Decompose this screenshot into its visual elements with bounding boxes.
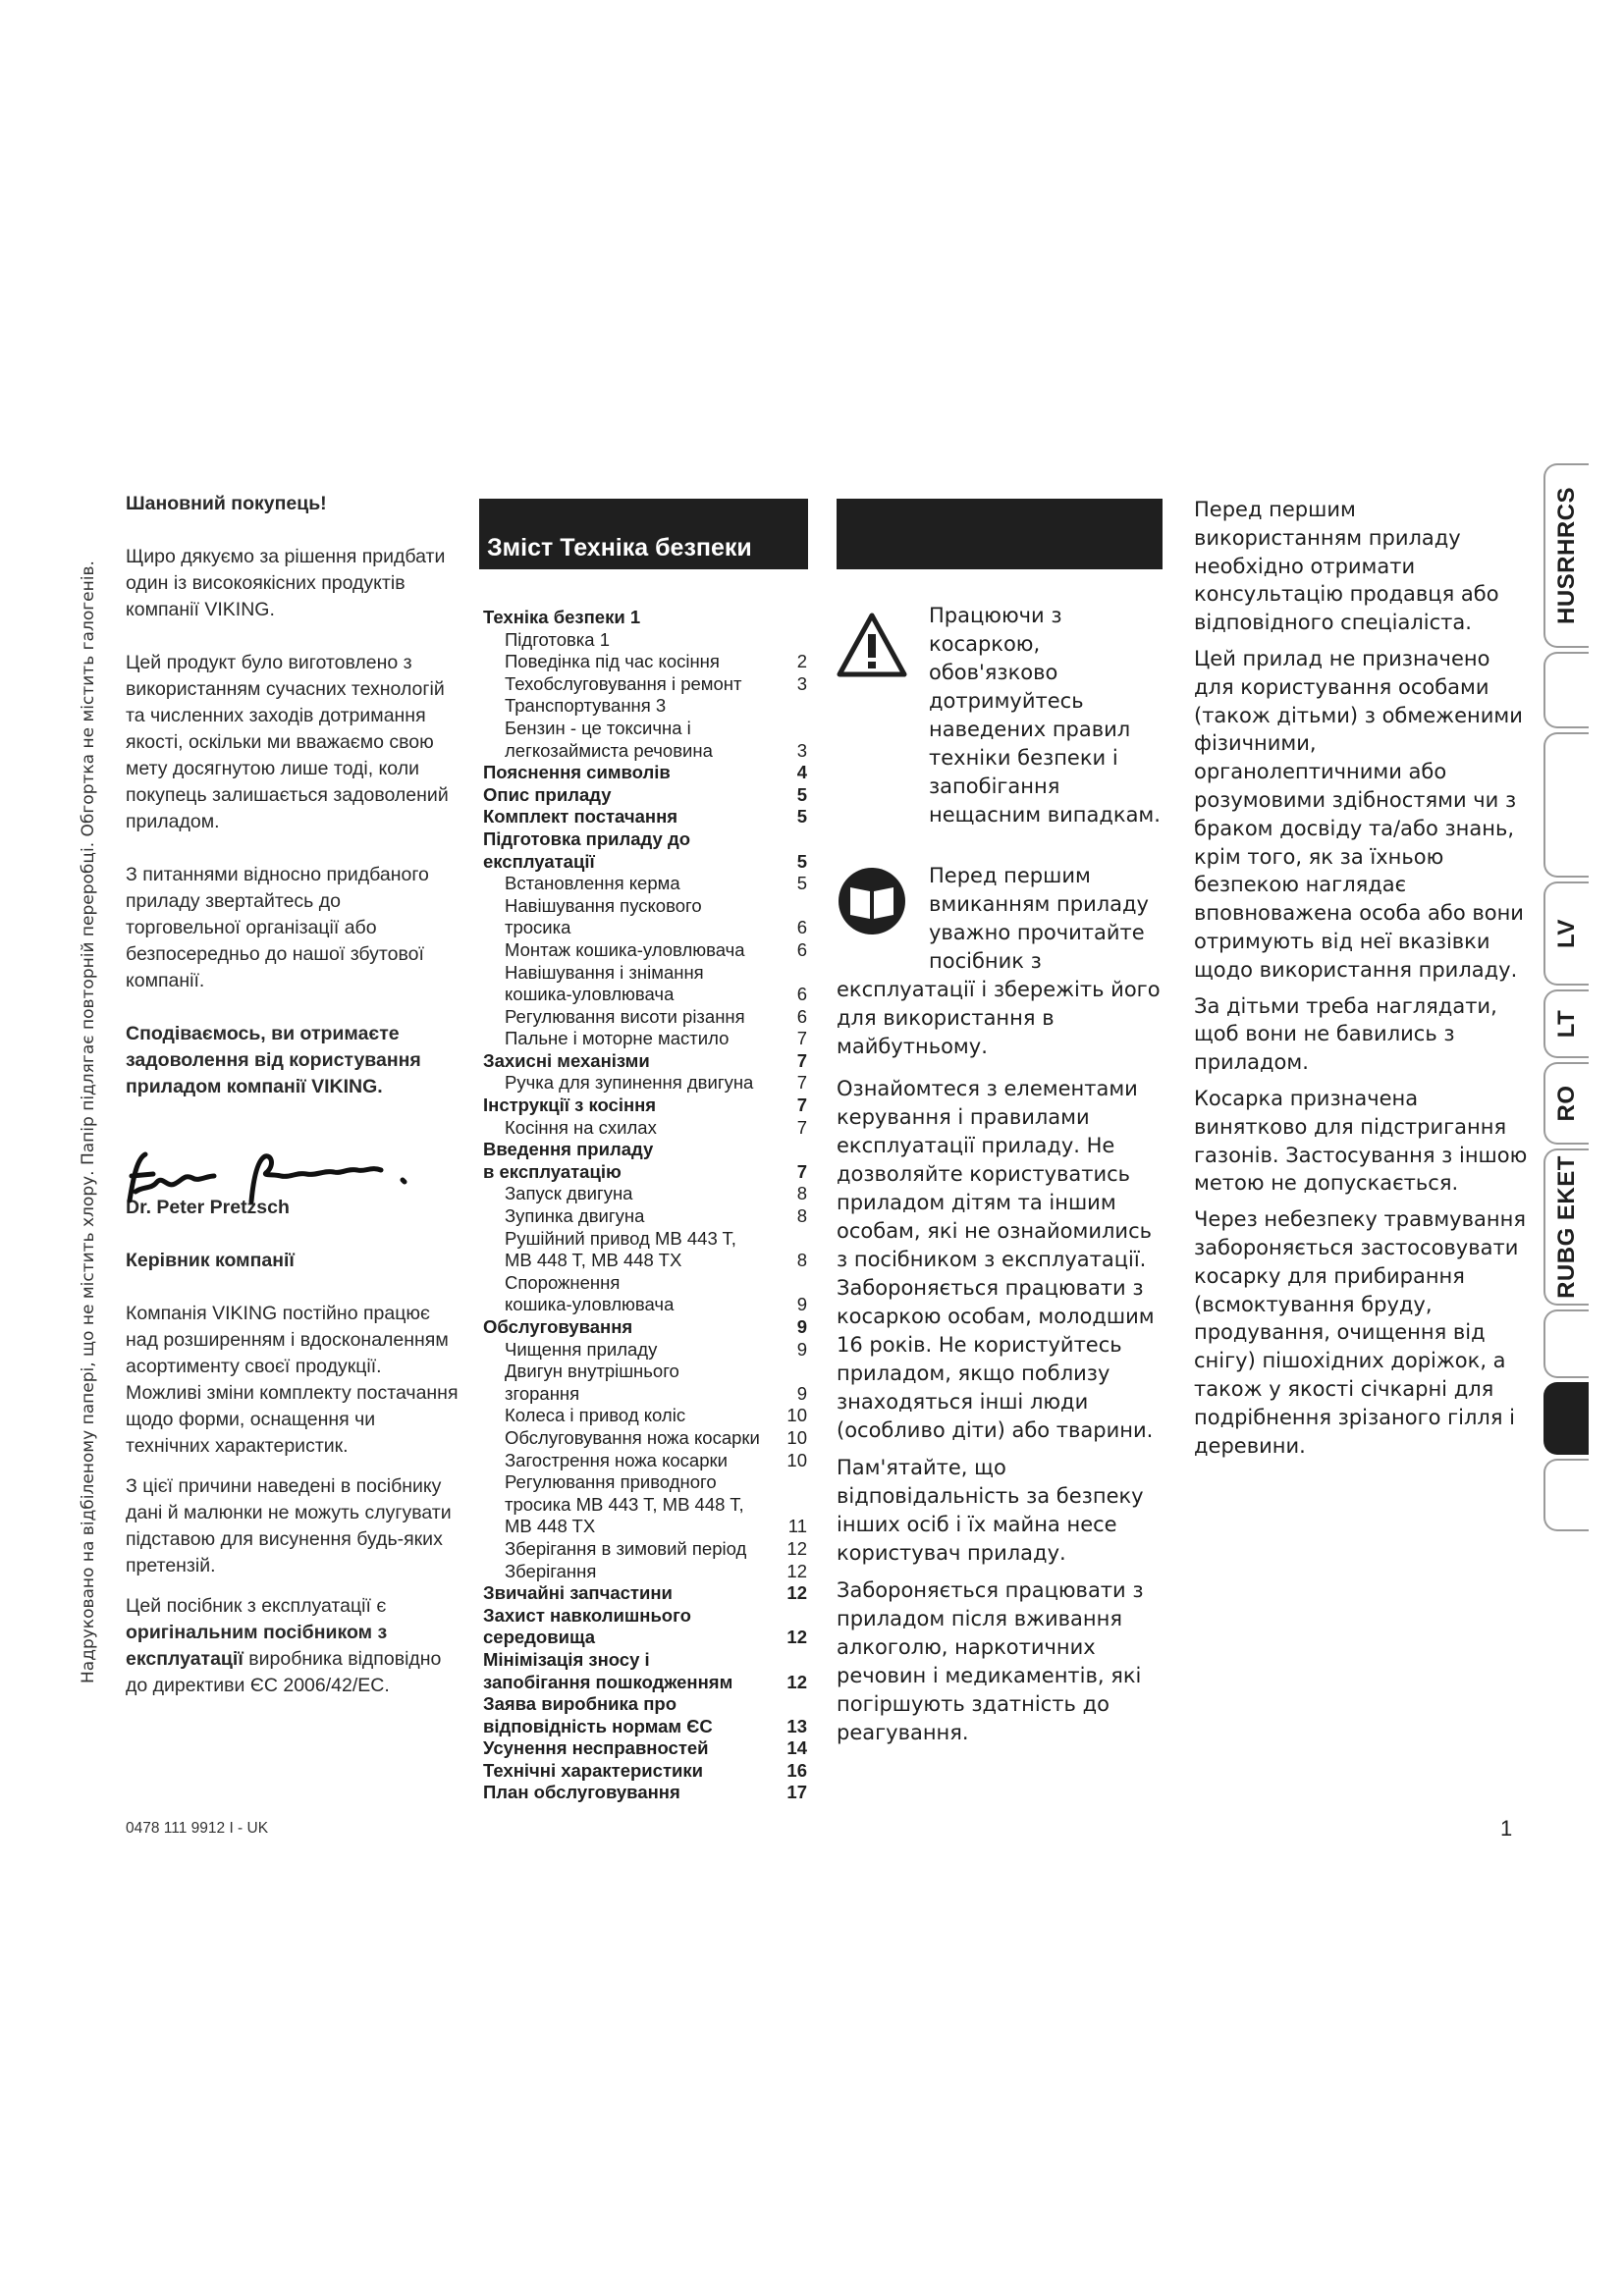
language-tab-lt[interactable] bbox=[1543, 989, 1589, 1058]
safety-paragraph-3: Забороняється працювати з приладом після вживання алкоголю, наркотичних речовин і медикаментів, які погіршують здатність до реагування. bbox=[837, 1578, 1144, 1744]
col4-paragraph-1: Перед першим використанням приладу необхідно отримати консультацію продавця або відповідного спеціаліста. bbox=[1194, 498, 1499, 635]
language-tab-label: RO bbox=[1553, 1085, 1580, 1122]
toc-entry-title: Ручка для зупинення двигуна bbox=[505, 1072, 754, 1094]
toc-entry-page: 5 bbox=[796, 850, 807, 872]
toc-entry-page: 3 bbox=[796, 672, 807, 694]
toc-entry-title: Підготовка 1 bbox=[505, 628, 611, 650]
toc-entry-title: Техніка безпеки 1 bbox=[483, 607, 641, 627]
toc-entry-page: 17 bbox=[786, 1782, 807, 1803]
col4-paragraph-2: Цей прилад не призначено для користування особами (також дітьми) з обмеженими фізичними, органолептичними або розумовими здібностями чи з браком досвіду та/або знань, крім того, як за їхньою безпекою наглядає вповноважена особа або вони отримують від неї вказівки щодо використання приладу. bbox=[1194, 646, 1524, 982]
toc-entry bbox=[483, 984, 807, 1006]
toc-entry-page: 14 bbox=[786, 1737, 807, 1759]
toc-entry-title: Мінімізація зносу і bbox=[483, 1648, 650, 1670]
paper-note: Надруковано на відбіленому папері, що не містить хлору. Папір підлягає повторній переробці. Обгортка не містить галогенів. bbox=[79, 561, 98, 1683]
intro-paragraph-7: Цей посібник з експлуатації є оригінальним посібником з експлуатації виробника відповідно до директиви ЄС 2006/42/ЕС. bbox=[126, 1595, 442, 1696]
toc-entry-page: 7 bbox=[796, 1072, 807, 1094]
signer-name: Dr. Peter Pretzsch bbox=[126, 1197, 290, 1218]
toc-entry-title: тросика MB 443 T, MB 448 T, bbox=[505, 1493, 744, 1515]
toc-entry-title: Чищення приладу bbox=[505, 1338, 658, 1360]
toc-entry bbox=[483, 873, 807, 895]
toc-entry-title: План обслуговування bbox=[483, 1782, 680, 1803]
toc-entry bbox=[483, 1250, 807, 1272]
toc-entry-page: 7 bbox=[796, 1095, 807, 1116]
toc-entry-title: Косіння на схилах bbox=[505, 1116, 657, 1138]
toc-entry-page: 10 bbox=[786, 1449, 807, 1470]
toc-entry bbox=[483, 1095, 807, 1117]
toc-entry bbox=[483, 784, 807, 807]
toc-entry bbox=[483, 1316, 807, 1339]
intro-paragraph-6: З цієї причини наведені в посібнику дані й малюнки не можуть слугувати підставою для висунення будь-яких претензій. bbox=[126, 1475, 452, 1576]
toc-entry-title: Зупинка двигуна bbox=[505, 1205, 645, 1227]
toc-entry bbox=[483, 1627, 807, 1649]
toc-entry-title: експлуатації bbox=[483, 850, 595, 872]
toc-entry-title: Інструкції з косіння bbox=[483, 1095, 657, 1116]
signature bbox=[124, 1147, 458, 1215]
toc-entry-title: Комплект постачання bbox=[483, 806, 678, 828]
toc-entry-title: відповідність нормам ЄС bbox=[483, 1715, 713, 1736]
col4-paragraph-3: За дітьми треба наглядати, щоб вони не бавились з приладом. bbox=[1194, 993, 1497, 1075]
toc-entry-page: 4 bbox=[796, 762, 807, 783]
language-tab-uk-active[interactable] bbox=[1543, 1382, 1589, 1455]
toc-entry bbox=[483, 1782, 807, 1804]
toc-entry-title: кошика-уловлювача bbox=[505, 1294, 675, 1315]
toc-entry bbox=[483, 695, 807, 718]
toc-entry-title: Поведінка під час косіння bbox=[505, 651, 720, 672]
toc-entry bbox=[483, 1693, 807, 1716]
toc-entry bbox=[483, 1760, 807, 1783]
read-manual-icon bbox=[837, 866, 907, 936]
toc-entry bbox=[483, 917, 807, 939]
toc-entry-title: Транспортування 3 bbox=[505, 695, 667, 717]
toc-entry-page: 2 bbox=[796, 651, 807, 672]
toc-entry-page: 16 bbox=[786, 1759, 807, 1781]
toc-entry bbox=[483, 1582, 807, 1605]
intro-paragraph-2: Цей продукт було виготовлено з використанням сучасних технологій та численних заходів дотримання якості, оскільки ми вважаємо свою мету досягнутою лише тоді, коли покупець залишається задоволений приладом. bbox=[126, 652, 449, 832]
intro-paragraph-3: З питаннями відносно придбаного приладу звертайтесь до торговельної організації або безпосередньо до нашої збутової компанії. bbox=[126, 864, 429, 991]
toc-entry bbox=[483, 1649, 807, 1672]
intro-paragraph-5: Компанія VIKING постійно працює над розширенням і вдосконаленням асортименту своєї продукції. Можливі зміни комплекту постачання щодо форми, оснащення чи технічних характеристик. bbox=[126, 1303, 459, 1457]
toc-entry bbox=[483, 1139, 807, 1161]
toc-entry-page: 8 bbox=[796, 1205, 807, 1227]
toc-entry-title: Обслуговування bbox=[483, 1316, 633, 1337]
toc-entry bbox=[483, 1605, 807, 1628]
language-tab-label: LT bbox=[1553, 1009, 1580, 1039]
toc-entry-title: середовища bbox=[483, 1627, 596, 1648]
toc-entry-title: MB 448 T, MB 448 TX bbox=[505, 1250, 682, 1271]
toc-entry bbox=[483, 1561, 807, 1583]
language-tab[interactable] bbox=[1543, 1459, 1589, 1531]
toc-entry-title: Заява виробника про bbox=[483, 1693, 677, 1715]
toc-entry bbox=[483, 762, 807, 784]
toc-entry-title: тросика bbox=[505, 917, 571, 938]
toc-entry bbox=[483, 1228, 807, 1251]
toc-entry-title: Зберігання bbox=[505, 1560, 597, 1581]
toc-entry-page: 7 bbox=[796, 1116, 807, 1138]
toc-entry bbox=[483, 1183, 807, 1205]
toc-entry-page: 5 bbox=[796, 806, 807, 828]
toc-entry-title: в експлуатацію bbox=[483, 1160, 622, 1182]
toc-entry-title: Пальне і моторне мастило bbox=[505, 1028, 730, 1049]
toc-entry-title: Технічні характеристики bbox=[483, 1759, 704, 1781]
toc-entry bbox=[483, 962, 807, 985]
toc-entry-title: Пояснення символів bbox=[483, 762, 671, 783]
toc-entry-page: 6 bbox=[796, 984, 807, 1005]
toc-entry-page: 5 bbox=[796, 783, 807, 805]
safety-paragraph-1: Ознайомтеся з елементами керування і правилами експлуатації приладу. Не дозволяйте користуватись приладом дітям та іншим особам, які не ознайомились з посібником з експлуатації. Забороняється працювати з косаркою особам, молодшим 16 років. Не користуйтесь приладом, якщо поблизу знаходяться інші люди (особливо діти) або тварини. bbox=[837, 1077, 1155, 1442]
toc-entry bbox=[483, 939, 807, 962]
toc-entry-title: MB 448 TX bbox=[505, 1516, 596, 1537]
toc-entry-page: 7 bbox=[796, 1160, 807, 1182]
toc-entry bbox=[483, 1028, 807, 1050]
toc-entry-page: 7 bbox=[796, 1028, 807, 1049]
language-tab-label: RUBG EKET bbox=[1553, 1155, 1580, 1299]
toc-entry-page: 5 bbox=[796, 873, 807, 894]
toc-entry-title: Колеса і привод коліс bbox=[505, 1405, 686, 1426]
col4-paragraph-5: Через небезпеку травмування забороняється застосовувати косарку для прибирання (всмоктування бруду, продування, очищення від снігу) пішохідних доріжок, а також у якості січкарні для подрібнення зрізаного гілля і деревини. bbox=[1194, 1207, 1526, 1458]
page-number: 1 bbox=[1500, 1816, 1513, 1841]
toc-entry-page: 11 bbox=[787, 1516, 807, 1537]
language-tab-ro[interactable] bbox=[1543, 1062, 1589, 1145]
toc-entry-title: Підготовка приладу до bbox=[483, 828, 690, 849]
toc-entry-title: Усунення несправностей bbox=[483, 1737, 709, 1759]
toc-entry-page: 10 bbox=[786, 1426, 807, 1448]
toc-entry-title: Техобслуговування і ремонт bbox=[505, 672, 742, 694]
toc-entry bbox=[483, 1494, 807, 1517]
toc-entry-title: Регулювання приводного bbox=[505, 1471, 717, 1493]
toc-entry bbox=[483, 1427, 807, 1450]
toc-entry bbox=[483, 1361, 807, 1383]
toc-entry bbox=[483, 740, 807, 763]
toc-entry-page: 13 bbox=[786, 1715, 807, 1736]
toc-entry bbox=[483, 718, 807, 740]
warning-icon bbox=[837, 613, 907, 677]
toc-entry bbox=[483, 1006, 807, 1029]
safety-column bbox=[837, 976, 1161, 1756]
col4-paragraph-4: Косарка призначена винятково для підстригання газонів. Застосування з іншою метою не допускається. bbox=[1194, 1086, 1528, 1196]
read-manual-text-continued: експлуатації і збережіть його для використання в майбутньому. bbox=[837, 978, 1161, 1058]
toc-entry-title: Встановлення керма bbox=[505, 873, 680, 894]
toc-entry bbox=[483, 1161, 807, 1184]
toc-entry bbox=[483, 1205, 807, 1228]
toc-entry bbox=[483, 1117, 807, 1140]
toc-entry-title: Бензин - це токсична і bbox=[505, 717, 691, 738]
signer-role: Керівник компанії bbox=[126, 1250, 295, 1271]
read-manual-text: Перед першим вмиканням приладу уважно прочитайте посібник з bbox=[929, 864, 1149, 973]
toc-entry-title: Навішування і знімання bbox=[505, 961, 704, 983]
salutation: Шановний покупець! bbox=[126, 493, 327, 514]
toc-entry-page: 6 bbox=[796, 917, 807, 938]
language-tab[interactable] bbox=[1543, 1309, 1589, 1378]
toc-entry-page: 9 bbox=[796, 1338, 807, 1360]
safety-header-bar bbox=[837, 499, 1163, 569]
toc-entry-page: 12 bbox=[786, 1582, 807, 1604]
toc-entry-page: 12 bbox=[786, 1537, 807, 1559]
toc-entry bbox=[483, 1716, 807, 1738]
toc-entry bbox=[483, 1072, 807, 1095]
toc-entry-title: Звичайні запчастини bbox=[483, 1582, 673, 1604]
language-tab-lv[interactable] bbox=[1543, 881, 1589, 986]
toc-entry-title: кошика-уловлювача bbox=[505, 984, 675, 1005]
toc-entry-title: запобігання пошкодженням bbox=[483, 1671, 733, 1692]
toc-entry-title: згорання bbox=[505, 1382, 580, 1404]
toc-entry-title: Двигун внутрішнього bbox=[505, 1361, 679, 1382]
toc-entry bbox=[483, 1339, 807, 1362]
toc-entry bbox=[483, 1272, 807, 1295]
toc-entry-page: 8 bbox=[796, 1183, 807, 1204]
toc-entry-page: 9 bbox=[796, 1316, 807, 1337]
toc-entry bbox=[483, 629, 807, 652]
toc-entry bbox=[483, 651, 807, 673]
toc-entry bbox=[483, 828, 807, 851]
toc-entry bbox=[483, 1672, 807, 1694]
toc-entry bbox=[483, 1516, 807, 1538]
toc-entry bbox=[483, 1383, 807, 1406]
safety-warning-text: Працюючи з косаркою, обов'язково дотримуйтесь наведених правил техніки безпеки і запобігання нещасним випадкам. bbox=[929, 604, 1161, 827]
intro-paragraph-1: Щиро дякуємо за рішення придбати один із високоякісних продуктів компанії VIKING. bbox=[126, 546, 446, 620]
toc-entry-title: Зберігання в зимовий період bbox=[505, 1537, 747, 1559]
language-tab[interactable] bbox=[1543, 732, 1589, 878]
toc-entry-title: Опис приладу bbox=[483, 783, 612, 805]
toc-entry-page: 8 bbox=[796, 1250, 807, 1271]
toc-entry bbox=[483, 1471, 807, 1494]
document-code: 0478 111 9912 I - UK bbox=[126, 1820, 269, 1837]
language-tab-label: LV bbox=[1553, 919, 1580, 948]
toc-entry bbox=[483, 1450, 807, 1472]
toc-entry-page: 6 bbox=[796, 1005, 807, 1027]
safety-paragraph-2: Пам'ятайте, що відповідальність за безпеку інших осіб і їх майна несе користувач приладу. bbox=[837, 1456, 1144, 1565]
table-of-contents bbox=[483, 607, 807, 1804]
language-tab-hu-sr-hr-cs[interactable] bbox=[1543, 463, 1589, 648]
toc-entry-title: Регулювання висоти різання bbox=[505, 1005, 745, 1027]
toc-entry bbox=[483, 1737, 807, 1760]
toc-entry-title: Загострення ножа косарки bbox=[505, 1449, 728, 1470]
language-tab-label: HUSRHRCS bbox=[1553, 486, 1580, 625]
toc-entry-page: 12 bbox=[786, 1627, 807, 1648]
toc-entry bbox=[483, 851, 807, 874]
toc-header: Зміст Техніка безпеки bbox=[479, 499, 808, 569]
toc-entry-title: Запуск двигуна bbox=[505, 1183, 633, 1204]
intro-column bbox=[126, 491, 460, 1726]
toc-entry-title: Введення приладу bbox=[483, 1139, 654, 1160]
toc-entry bbox=[483, 895, 807, 918]
toc-entry bbox=[483, 673, 807, 696]
intro-paragraph-4: Сподіваємось, ви отримаєте задоволення від користування приладом компанії VIKING. bbox=[126, 1023, 421, 1097]
toc-entry-page: 9 bbox=[796, 1382, 807, 1404]
toc-entry bbox=[483, 806, 807, 828]
toc-entry-title: Захисні механізми bbox=[483, 1049, 650, 1071]
toc-entry-page: 3 bbox=[796, 739, 807, 761]
toc-entry-title: Навішування пускового bbox=[505, 894, 702, 916]
toc-entry-title: Рушійний привод MB 443 T, bbox=[505, 1227, 736, 1249]
language-tab[interactable] bbox=[1543, 652, 1589, 728]
toc-entry bbox=[483, 1538, 807, 1561]
safety-column-2 bbox=[1194, 496, 1528, 1468]
toc-entry-page: 6 bbox=[796, 938, 807, 960]
toc-entry bbox=[483, 1294, 807, 1316]
toc-entry-title: легкозаймиста речовина bbox=[505, 739, 713, 761]
toc-entry bbox=[483, 1405, 807, 1427]
toc-entry-title: Захист навколишнього bbox=[483, 1604, 691, 1626]
toc-entry-page: 7 bbox=[796, 1049, 807, 1071]
toc-entry bbox=[483, 1050, 807, 1073]
toc-entry-title: Спорожнення bbox=[505, 1271, 621, 1293]
toc-entry-page: 12 bbox=[786, 1560, 807, 1581]
toc-entry-page: 9 bbox=[796, 1294, 807, 1315]
toc-entry-page: 10 bbox=[786, 1405, 807, 1426]
toc-entry-page: 12 bbox=[786, 1671, 807, 1692]
toc-entry-title: Монтаж кошика-уловлювача bbox=[505, 938, 745, 960]
language-tab-ru-bg-et[interactable] bbox=[1543, 1148, 1589, 1306]
toc-entry bbox=[483, 607, 807, 629]
toc-entry-title: Обслуговування ножа косарки bbox=[505, 1426, 760, 1448]
